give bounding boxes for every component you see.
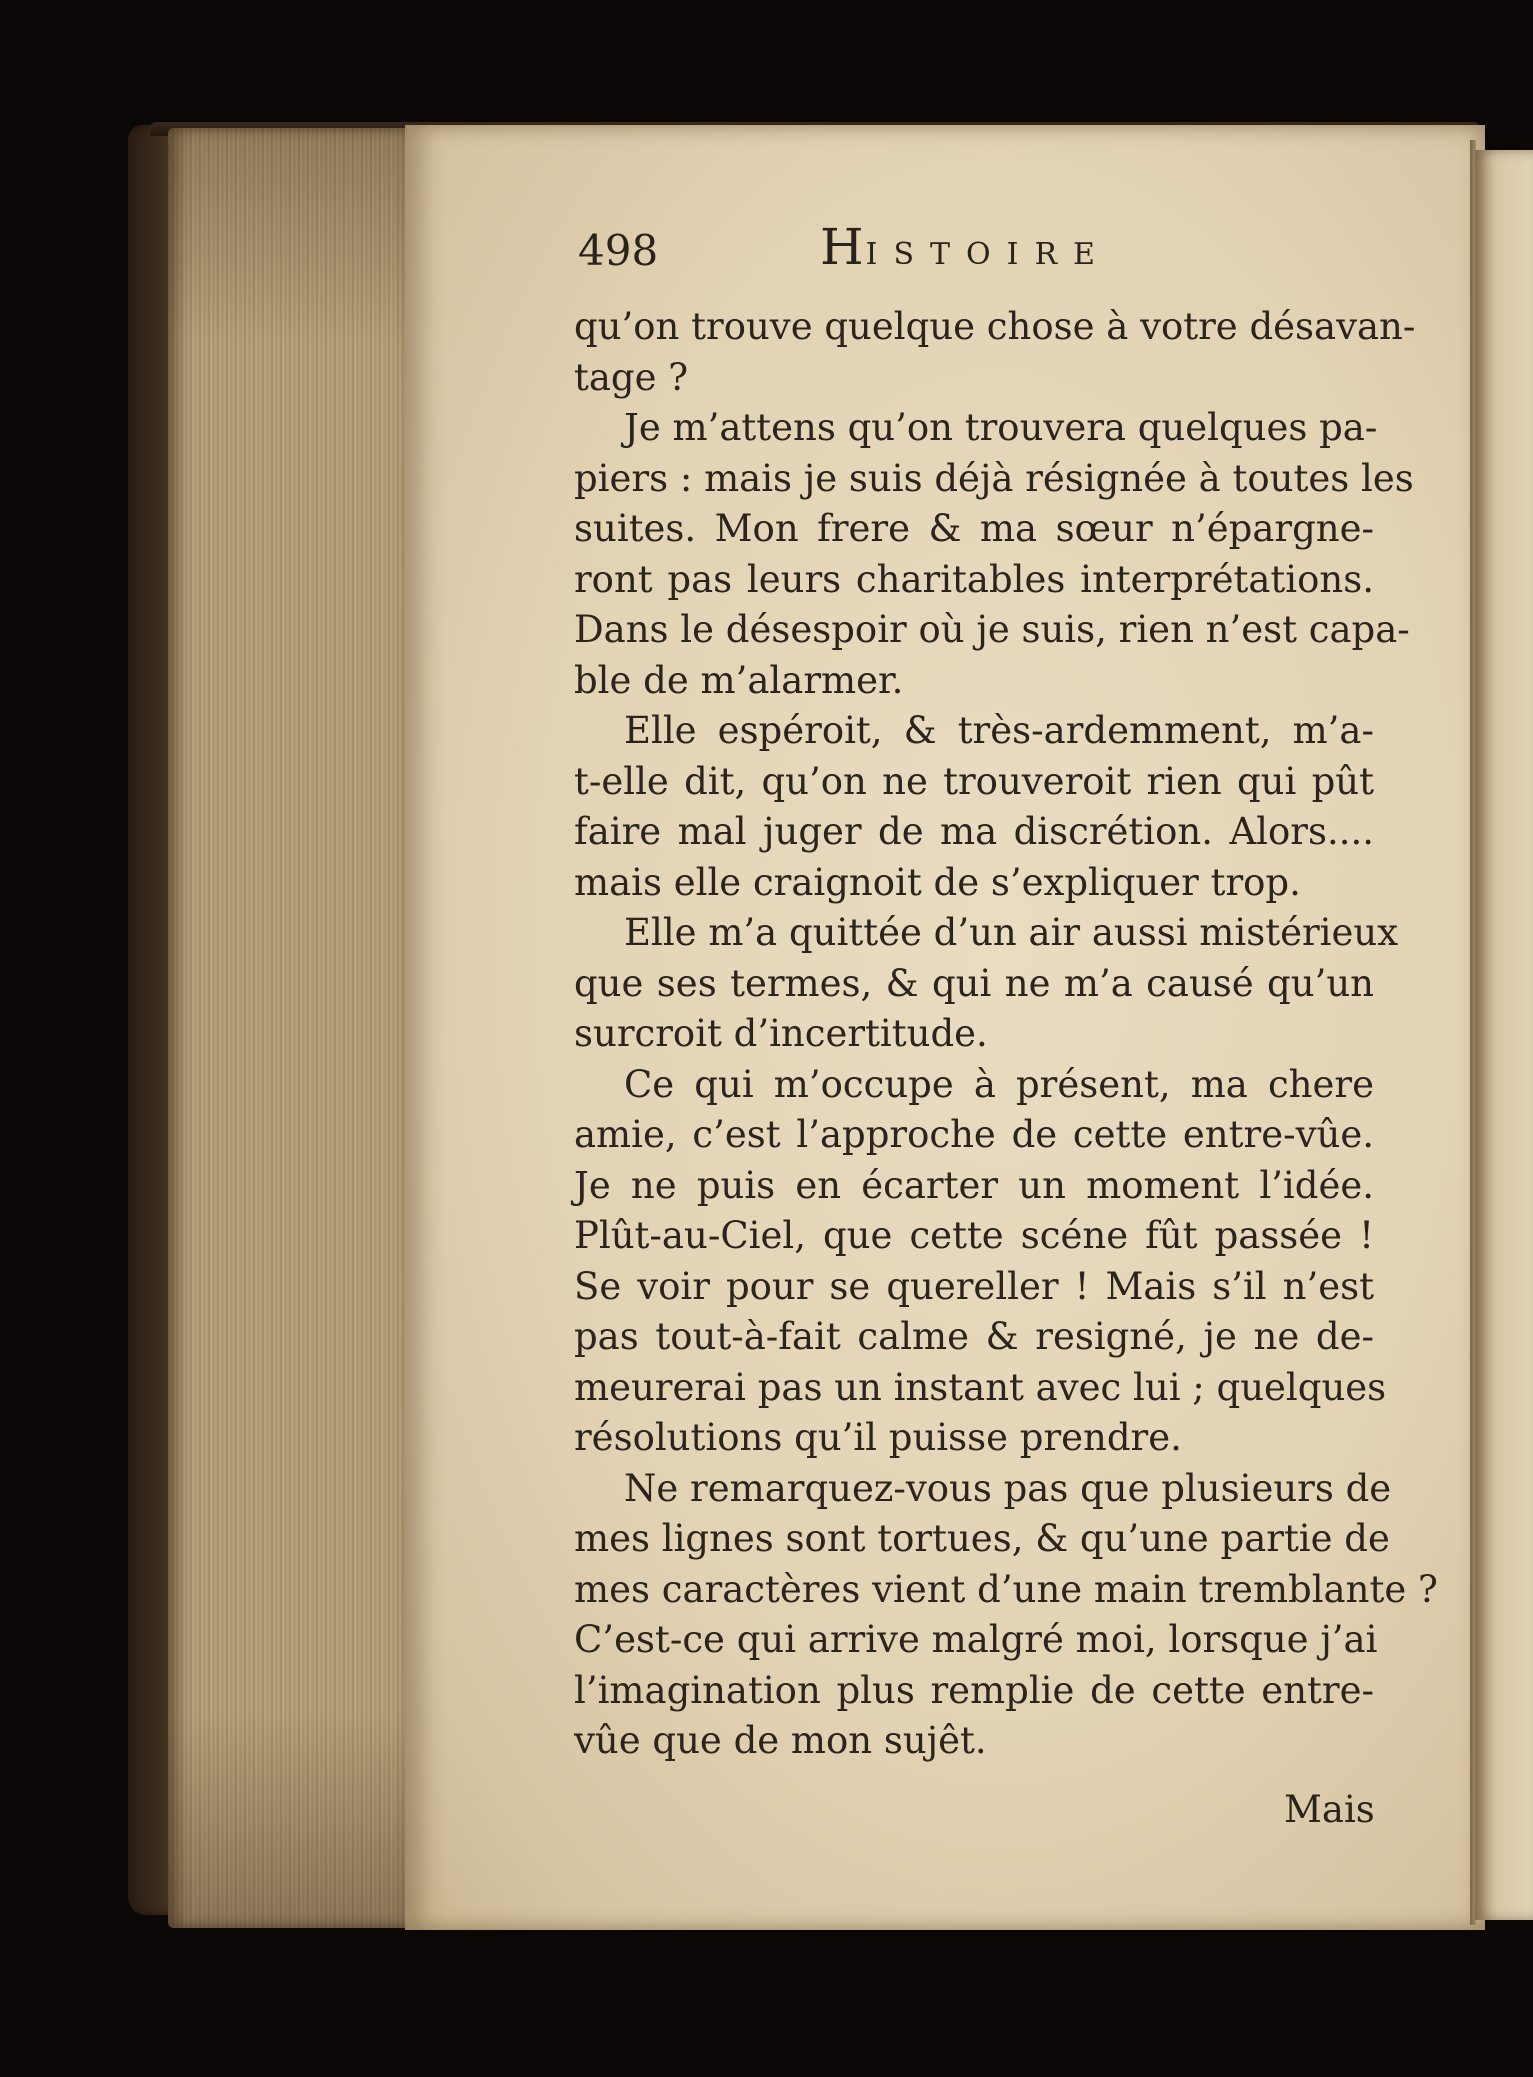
- running-head-rest: ISTOIRE: [865, 237, 1111, 272]
- page-number: 498: [578, 226, 659, 275]
- text-line: Plût-au-Ciel, que cette scéne fût passée !: [574, 1214, 1374, 1257]
- text-line: meurerai pas un instant avec lui ; quelques: [574, 1365, 1387, 1409]
- text-line: Dans le désespoir où je suis, rien n’est capa-: [574, 608, 1410, 651]
- text-line: tage ?: [574, 355, 689, 399]
- facing-page-edge: [1475, 150, 1533, 1920]
- text-line: surcroit d’incertitude.: [574, 1012, 988, 1055]
- text-line: Elle espéroit, & très-ardemment, m’a-: [624, 709, 1374, 752]
- text-line: C’est-ce qui arrive malgré moi, lorsque j’ai: [574, 1618, 1378, 1661]
- text-line: Je ne puis en écarter un moment l’idée.: [574, 1163, 1374, 1207]
- catchword: Mais: [1284, 1788, 1375, 1831]
- text-line: faire mal juger de ma discrétion. Alors....: [574, 810, 1374, 853]
- page-header: [578, 218, 1378, 278]
- text-line: ble de m’alarmer.: [574, 658, 904, 702]
- text-line: vûe que de mon sujêt.: [574, 1719, 987, 1762]
- text-line: Elle m’a quittée d’un air aussi mistérieux: [624, 911, 1399, 954]
- text-line: résolutions qu’il puisse prendre.: [574, 1416, 1182, 1459]
- body-text: [574, 302, 1438, 1767]
- text-line: pas tout-à-fait calme & resigné, je ne de-: [574, 1315, 1374, 1358]
- text-line: qu’on trouve quelque chose à votre désavan-: [574, 305, 1416, 348]
- text-line: que ses termes, & qui ne m’a causé qu’un: [574, 961, 1374, 1005]
- text-line: mais elle craignoit de s’expliquer trop.: [574, 860, 1301, 904]
- text-line: Ce qui m’occupe à présent, ma chere: [624, 1062, 1374, 1106]
- running-head-initial: H: [820, 218, 866, 276]
- text-line: Je m’attens qu’on trouvera quelques pa-: [624, 406, 1378, 449]
- text-line: mes lignes sont tortues, & qu’une partie de: [574, 1517, 1390, 1560]
- running-head: [820, 218, 1111, 276]
- text-line: Ne remarquez-vous pas que plusieurs de: [624, 1466, 1392, 1510]
- text-line: Se voir pour se quereller ! Mais s’il n’est: [574, 1264, 1374, 1308]
- text-line: ront pas leurs charitables interprétations.: [574, 557, 1374, 601]
- text-line: mes caractères vient d’une main tremblante ?: [574, 1567, 1438, 1611]
- text-line: t-elle dit, qu’on ne trouveroit rien qui pût: [574, 759, 1374, 803]
- text-line: amie, c’est l’approche de cette entre-vûe.: [574, 1113, 1374, 1156]
- page-block-shade: [168, 128, 413, 1928]
- text-line: suites. Mon frere & ma sœur n’épargne-: [574, 507, 1374, 550]
- text-line: piers : mais je suis déjà résignée à toutes les: [574, 456, 1414, 500]
- text-line: l’imagination plus remplie de cette entre-: [574, 1668, 1374, 1712]
